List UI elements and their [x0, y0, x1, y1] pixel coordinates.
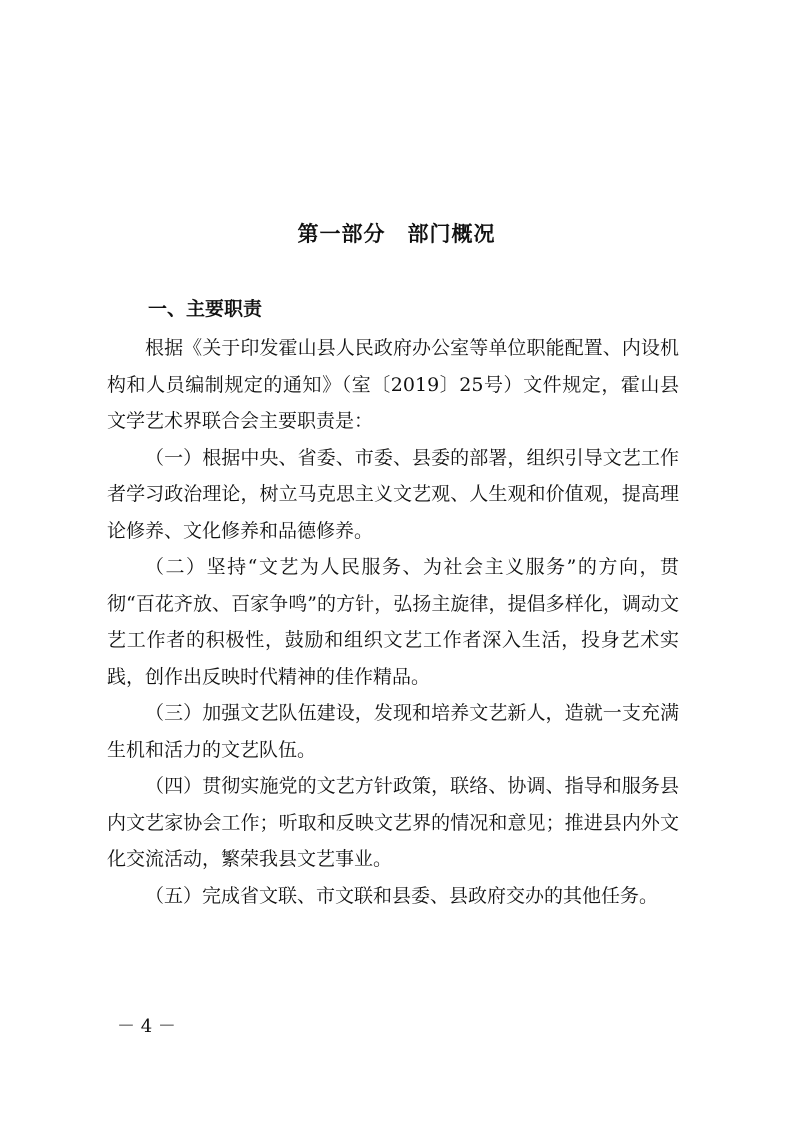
part-title: 第一部分 部门概况 [297, 222, 496, 246]
paragraph-duty-4: （四）贯彻实施党的文艺方针政策，联络、协调、指导和服务县内文艺家协会工作；听取和反映文艺界的情况和意见；推进县内外文化交流活动，繁荣我县文艺事业。 [107, 775, 679, 870]
page-number: － 4 － [117, 1016, 176, 1037]
paragraph-duty-1: （一）根据中央、省委、市委、县委的部署，组织引导文艺工作者学习政治理论，树立马克思主义文艺观、人生观和价值观，提高理论修养、文化修养和品德修养。 [107, 446, 679, 542]
paragraph-duty-2: （二）坚持“文艺为人民服务、为社会主义服务”的方向，贯彻“百花齐放、百家争鸣”的方针，弘扬主旋律，提倡多样化，调动文艺工作者的积极性，鼓励和组织文艺工作者深入生活，投身艺术实践，创作出反映时代精神的佳作精品。 [107, 556, 679, 688]
paragraph-duty-3: （三）加强文艺队伍建设，发现和培养文艺新人，造就一支充满生机和活力的文艺队伍。 [107, 702, 679, 761]
paragraph-intro: 根据《关于印发霍山县人民政府办公室等单位职能配置、内设机构和人员编制规定的通知》（室〔2019〕25号）文件规定，霍山县文学艺术界联合会主要职责是： [107, 337, 679, 432]
paragraph-duty-5: （五）完成省文联、市文联和县委、县政府交办的其他任务。 [145, 884, 659, 907]
body-text [107, 330, 679, 914]
section-heading: 一、主要职责 [148, 298, 263, 320]
